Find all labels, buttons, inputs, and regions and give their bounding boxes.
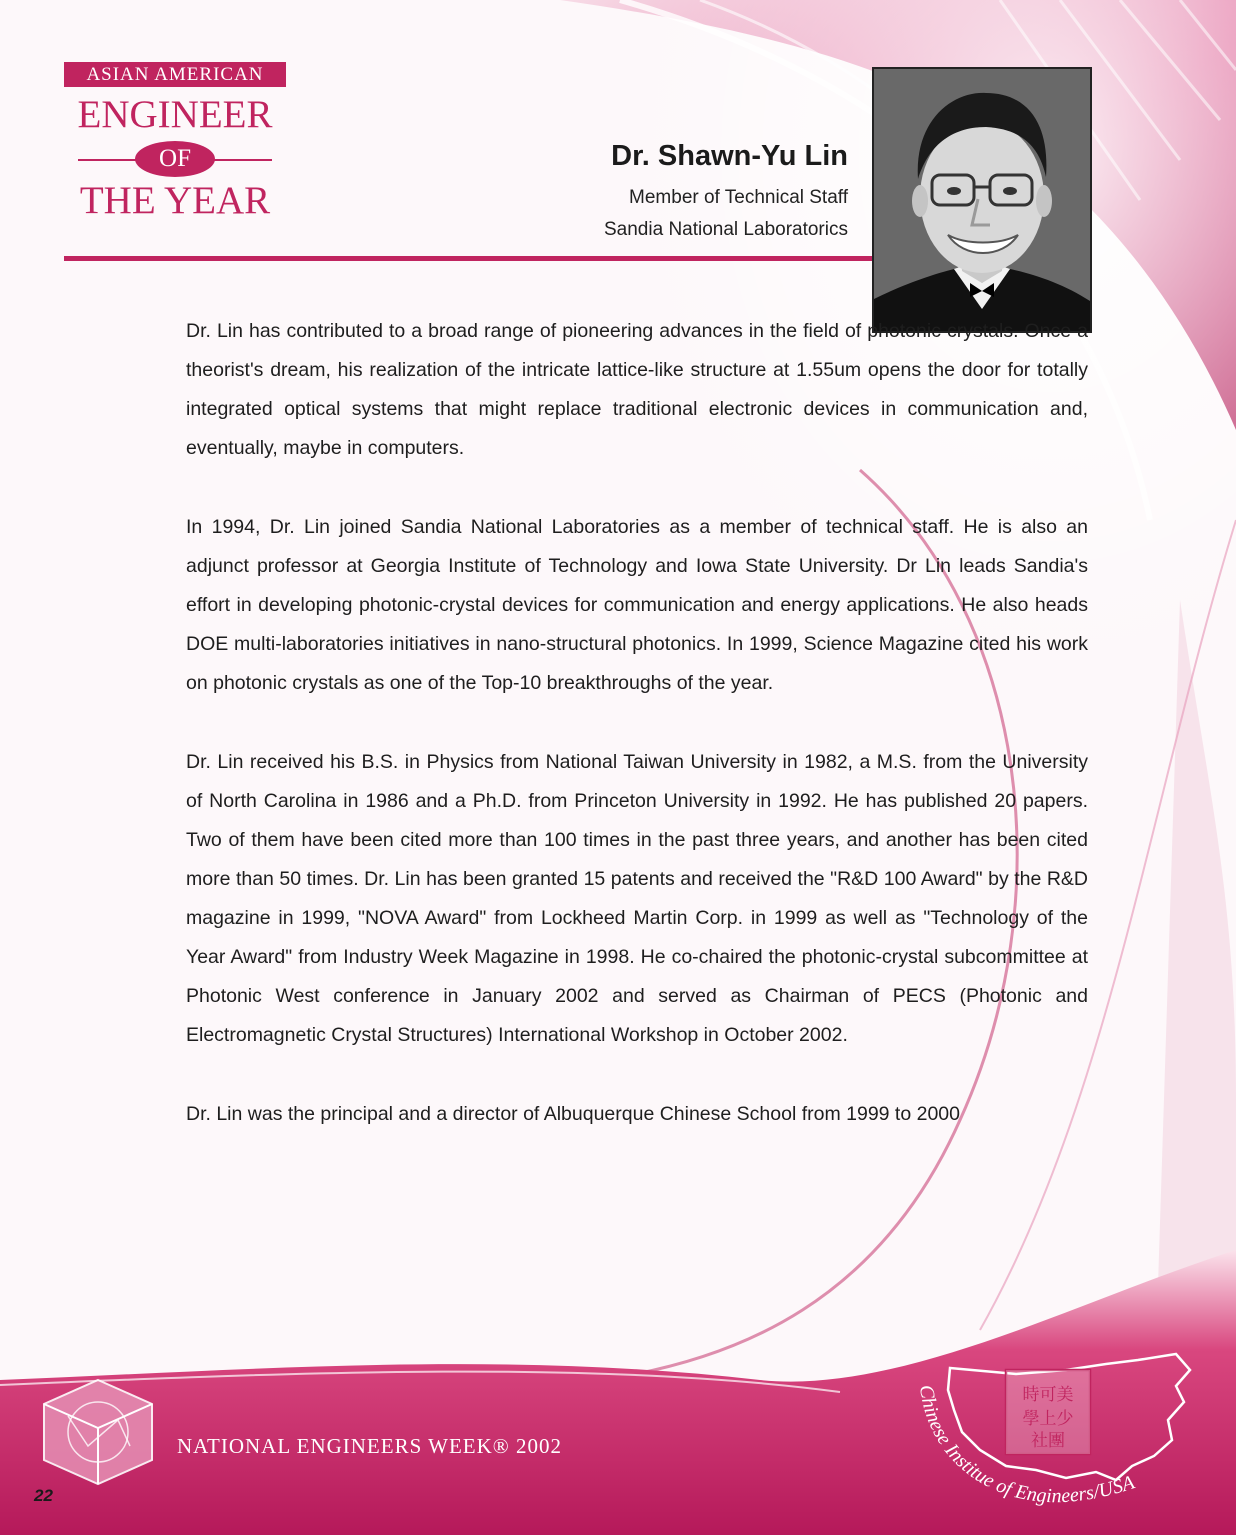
logo-engineer: ENGINEER [77,93,273,136]
biography [186,312,1088,1174]
person-header [604,140,848,241]
cube-logo-icon [38,1376,158,1488]
cie-usa-text: Chinese Institue of Engineers/USA [914,1383,1138,1508]
bio-paragraph-4: Dr. Lin was the principal and a director of Albuquerque Chinese School from 1999 to 2000 [186,1103,960,1125]
page-number: 22 [34,1486,53,1505]
logo-of-row [64,141,286,179]
logo-of: OF [135,141,215,177]
seal-text-row-1: 時可美 [1022,1385,1074,1405]
cie-usa-logo [906,1340,1206,1530]
seal-text-row-3: 社團 [1031,1431,1065,1451]
logo-divider-right [212,159,272,161]
portrait-illustration [874,69,1090,331]
person-organization: Sandia National Laboratorics [604,219,848,240]
header-divider [64,256,874,261]
usa-map-icon [906,1340,1206,1530]
logo-divider-left [78,159,138,161]
bio-paragraph-2: In 1994, Dr. Lin joined Sandia National Laboratories as a member of technical staff. He is also an adjunct professor at Georgia Institute of Technology and Iowa State University. Dr Lin leads Sandia's effort in developing photonic-crystal devices for communication and energy applications. He also heads DOE multi-laboratories initiatives in nano-structural photonics. In 1999, Science Magazine cited his work on photonic crystals as one of the Top-10 breakthroughs of the year. [186,516,1088,694]
engineer-of-year-logo [64,62,286,221]
portrait-photo [872,67,1092,333]
logo-the-year: THE YEAR [79,179,271,222]
logo-asian-american: ASIAN AMERICAN [64,62,286,87]
person-name: Dr. Shawn-Yu Lin [611,140,848,172]
person-role: Member of Technical Staff [629,187,848,208]
bio-paragraph-3: Dr. Lin received his B.S. in Physics from National Taiwan University in 1982, a M.S. from the University of North Carolina in 1986 and a Ph.D. from Princeton University in 1992. He has published 20 papers. Two of them have been cited more than 100 times in the past three years, and another has been cited more than 50 times. Dr. Lin has been granted 15 patents and received the "R&D 100 Award" by the R&D magazine in 1999, "NOVA Award" from Lockheed Martin Corp. in 1999 as well as "Technology of the Year Award" from Industry Week Magazine in 1998. He co-chaired the photonic-crystal subcommittee at Photonic West conference in January 2002 and served as Chairman of PECS (Photonic and Electromagnetic Crystal Structures) International Workshop in October 2002. [186,751,1088,1046]
footer-event-text: NATIONAL ENGINEERS WEEK® 2002 [177,1434,562,1458]
seal-text-row-2: 學上少 [1022,1409,1074,1429]
bio-paragraph-1: Dr. Lin has contributed to a broad range of pioneering advances in the field of photonic crystals. Once a theorist's dream, his realization of the intricate lattice-like structure at 1.55um opens the door for totally integrated optical systems that might replace traditional electronic devices in communication and, eventually, maybe in computers. [186,320,1088,459]
